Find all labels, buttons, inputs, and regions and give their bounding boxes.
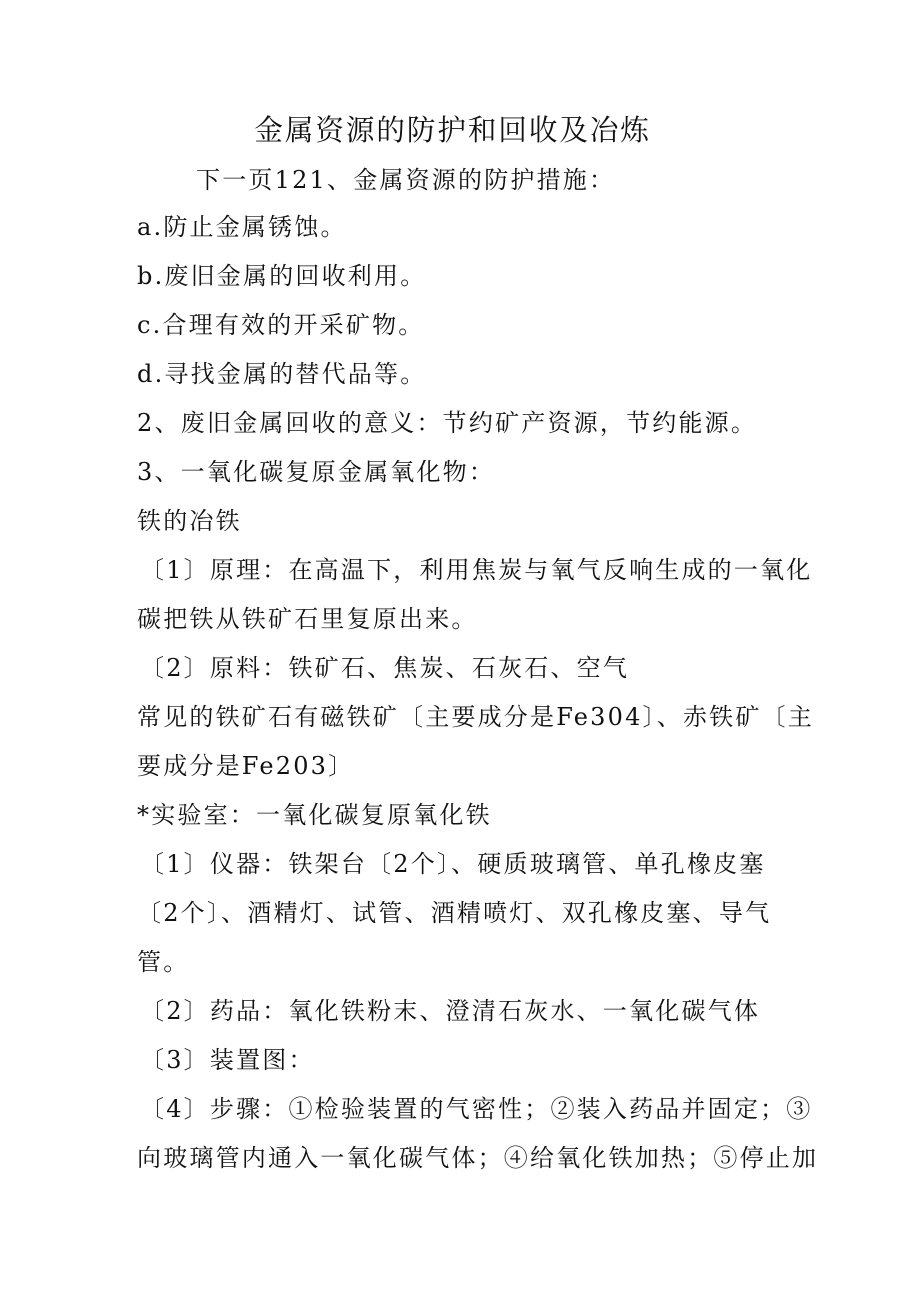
text-line-instruments-end: 管。 bbox=[137, 948, 190, 976]
text-line-measure-d: d.寻找金属的替代品等。 bbox=[137, 360, 427, 388]
text-line-reagents: 〔2〕药品：氧化铁粉末、澄清石灰水、一氧化碳气体 bbox=[140, 997, 761, 1025]
document-title: 金属资源的防护和回收及冶炼 bbox=[254, 113, 651, 147]
text-line-principle: 〔1〕原理：在高温下，利用焦炭与氧气反响生成的一氧化 bbox=[140, 556, 813, 584]
text-line-instruments: 〔1〕仪器：铁架台〔2个〕、硬质玻璃管、单孔橡皮塞 bbox=[140, 850, 766, 878]
text-line-ores-cont: 要成分是Fe203〕 bbox=[137, 752, 355, 780]
text-line-materials: 〔2〕原料：铁矿石、焦炭、石灰石、空气 bbox=[140, 654, 630, 682]
text-line-principle-cont: 碳把铁从铁矿石里复原出来。 bbox=[137, 605, 478, 633]
text-line-recycling-meaning: 2、废旧金属回收的意义：节约矿产资源，节约能源。 bbox=[137, 409, 758, 437]
text-line-ores: 常见的铁矿石有磁铁矿〔主要成分是Fe304〕、赤铁矿〔主 bbox=[137, 703, 814, 731]
text-line-steps-cont: 向玻璃管内通入一氧化碳气体；④给氧化铁加热；⑤停止加 bbox=[137, 1144, 819, 1172]
text-line-apparatus-diagram: 〔3〕装置图： bbox=[140, 1046, 315, 1074]
text-line-measure-c: c.合理有效的开采矿物。 bbox=[137, 311, 425, 339]
text-line-measure-a: a.防止金属锈蚀。 bbox=[137, 213, 347, 241]
text-line-lab: *实验室：一氧化碳复原氧化铁 bbox=[137, 801, 492, 829]
text-line-iron-smelting: 铁的冶铁 bbox=[137, 507, 242, 535]
text-line-instruments-cont: 〔2个〕、酒精灯、试管、酒精喷灯、双孔橡皮塞、导气 bbox=[137, 899, 772, 927]
text-line-steps: 〔4〕步骤：①检验装置的气密性；②装入药品并固定；③ bbox=[140, 1095, 813, 1123]
text-line-intro: 下一页121、金属资源的防护措施： bbox=[196, 166, 616, 194]
text-line-section-3: 3、一氧化碳复原金属氧化物： bbox=[137, 458, 496, 486]
text-line-measure-b: b.废旧金属的回收利用。 bbox=[137, 262, 427, 290]
